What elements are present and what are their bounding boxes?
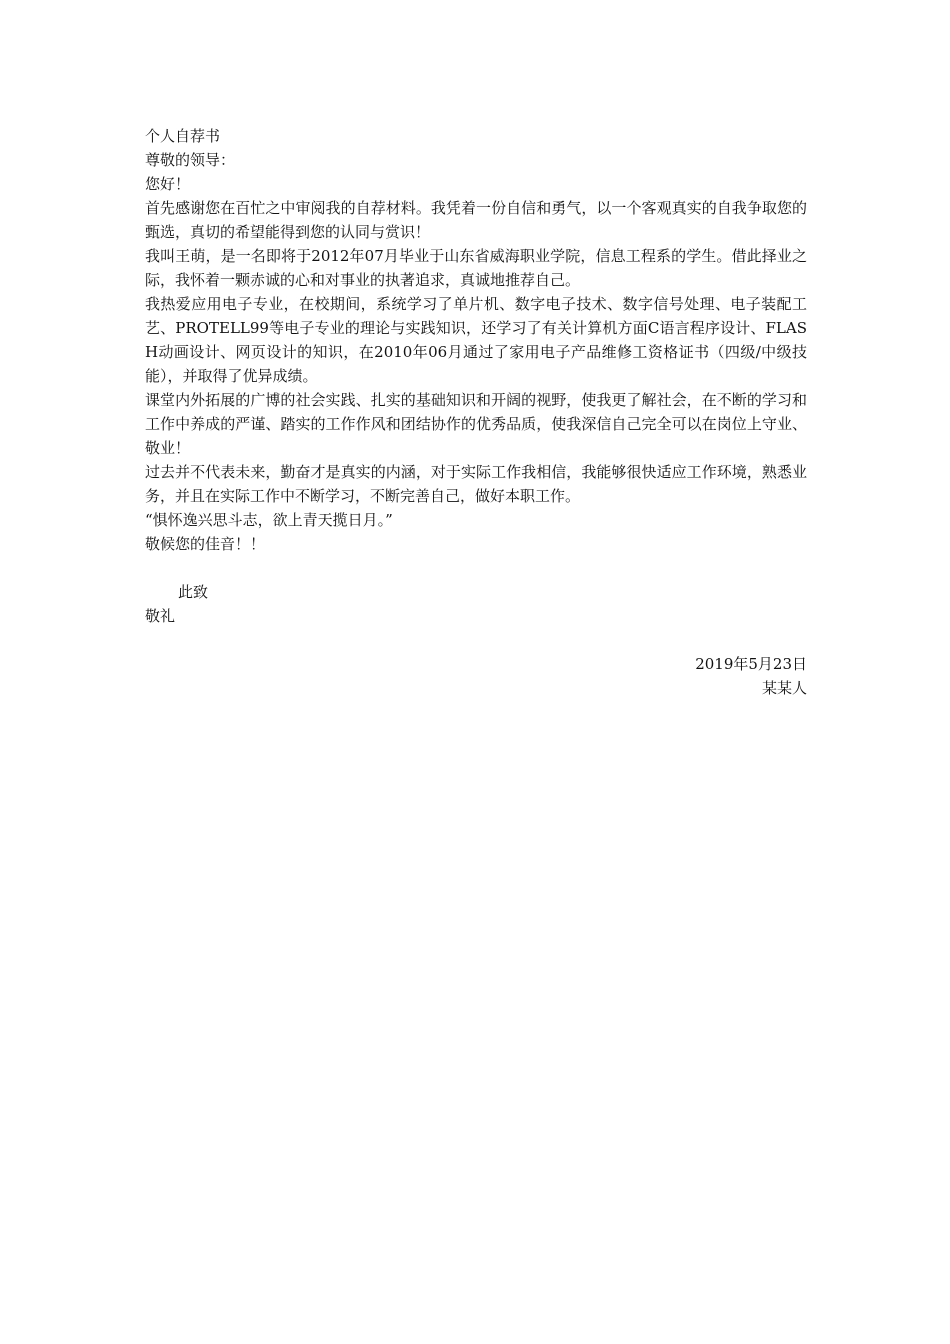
closing-wish: 敬候您的佳音！！ [145, 535, 266, 553]
paragraph-commitment: 过去并不代表未来，勤奋才是真实的内涵，对于实际工作我相信，我能够很快适应工作环境，熟悉业务，并且在实际工作中不断学习，不断完善自己，做好本职工作。 [145, 463, 807, 505]
quote: “惧怀逸兴思斗志，欲上青天揽日月。” [145, 511, 393, 529]
spacer [145, 628, 807, 652]
paragraph-qualities: 课堂内外拓展的广博的社会实践、扎实的基础知识和开阔的视野，使我更了解社会，在不断的学习和工作中养成的严谨、踏实的工作作风和团结协作的优秀品质，使我深信自己完全可以在岗位上守业、敬业！ [145, 391, 807, 457]
paragraph-intro: 首先感谢您在百忙之中审阅我的自荐材料。我凭着一份自信和勇气，以一个客观真实的自我争取您的甄选，真切的希望能得到您的认同与赏识！ [145, 199, 807, 241]
letter-title: 个人自荐书 [145, 127, 221, 145]
closing-phrase-2: 敬礼 [145, 607, 176, 625]
paragraph-self-introduction: 我叫王萌，是一名即将于2012年07月毕业于山东省威海职业学院，信息工程系的学生。借此择业之际，我怀着一颗赤诚的心和对事业的执著追求，真诚地推荐自己。 [145, 247, 807, 289]
signature: 某某人 [761, 679, 807, 697]
paragraph-education: 我热爱应用电子专业，在校期间，系统学习了单片机、数字电子技术、数字信号处理、电子装配工艺、PROTELL99等电子专业的理论与实践知识，还学习了有关计算机方面C语言程序设计、FLASH动画设计、网页设计的知识，在2010年06月通过了家用电子产品维修工资格证书（四级/中级技能），并取得了优异成绩。 [145, 295, 807, 385]
letter-page [145, 124, 807, 700]
salutation: 尊敬的领导： [145, 151, 236, 169]
spacer [145, 556, 807, 580]
letter-date: 2019年5月23日 [695, 655, 807, 673]
greeting: 您好！ [145, 175, 191, 193]
closing-phrase-1: 此致 [178, 583, 209, 601]
